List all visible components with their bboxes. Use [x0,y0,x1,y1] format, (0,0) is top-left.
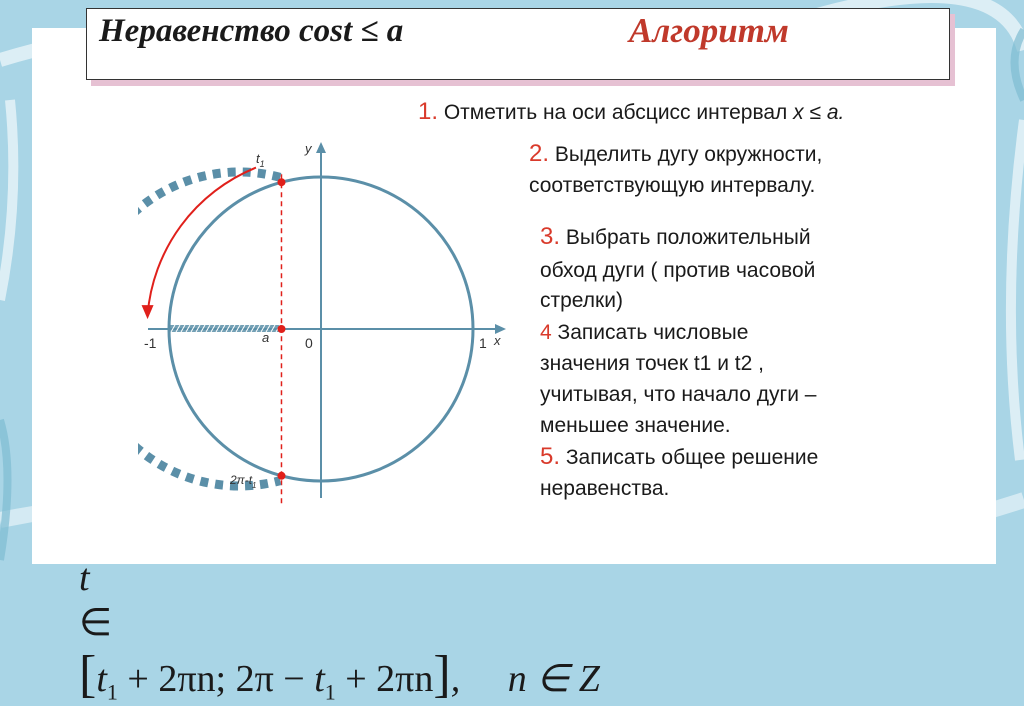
step-2-line-1: Выделить дугу окружности, [549,143,823,166]
a-point [277,325,285,333]
step-5 [540,441,818,504]
formula-open-bracket: [ [79,646,97,703]
step-5-line-1: Записать общее решение [560,446,819,469]
step-1-math: x ≤ a. [793,101,845,124]
t2-point [277,472,285,480]
t1-label-sub: 1 [259,159,265,169]
formula-in: ∈ [79,602,113,644]
formula-close-bracket: ] [433,646,451,703]
title-box [86,8,950,80]
title-main: Неравенство cost ≤ a [99,13,404,49]
x-axis-label: x [494,333,501,348]
one-label: 1 [479,335,487,351]
step-4-line-1: Записать числовые [551,321,749,344]
direction-arrowhead [142,305,154,319]
step-3-line-3: стрелки) [540,289,623,312]
step-3-line-2: обход дуги ( против часовой [540,259,816,282]
title-accent: Алгоритм [629,11,789,50]
unit-circle-diagram [138,138,518,508]
step-4-line-4: меньшее значение. [540,414,731,437]
step-3-number: 3. [540,223,561,250]
step-2 [529,138,822,201]
step-5-number: 5. [540,443,561,470]
formula-sub1: 1 [106,679,118,705]
direction-arrow [148,168,256,315]
t2-label-main: 2π-t [230,473,253,487]
step-4-number: 4 [540,321,552,344]
step-1 [418,96,844,128]
formula-middle: + 2πn; 2π − [117,658,315,700]
origin-label: 0 [305,335,313,351]
formula-sub2: 1 [324,679,336,705]
step-1-text: Отметить на оси абсцисс интервал [438,101,794,124]
step-4-line-2: значения точек t1 и t2 , [540,352,764,375]
step-5-line-2: неравенства. [540,477,670,500]
t1-label [256,151,265,169]
formula-t1b: t [314,658,325,700]
formula-tail: , n ∈ Z [450,658,600,700]
a-label: a [262,330,270,345]
step-1-number: 1. [418,98,439,125]
t1-point [277,178,285,186]
y-axis-label: y [305,141,312,156]
formula-end: + 2πn [335,658,434,700]
step-2-number: 2. [529,140,550,167]
step-4 [540,317,816,441]
minus-one-label: -1 [144,335,157,351]
formula-var: t [79,557,90,599]
t1-label-main: t [256,151,260,166]
step-4-line-3: учитывая, что начало дуги – [540,383,817,406]
formula-t1: t [96,658,107,700]
step-3-line-1: Выбрать положительный [560,226,811,249]
y-axis-arrowhead [316,142,326,153]
step-2-line-2: соответствующую интервалу. [529,174,816,197]
step-3 [540,220,815,315]
t2-label-sub: 1 [252,481,257,490]
